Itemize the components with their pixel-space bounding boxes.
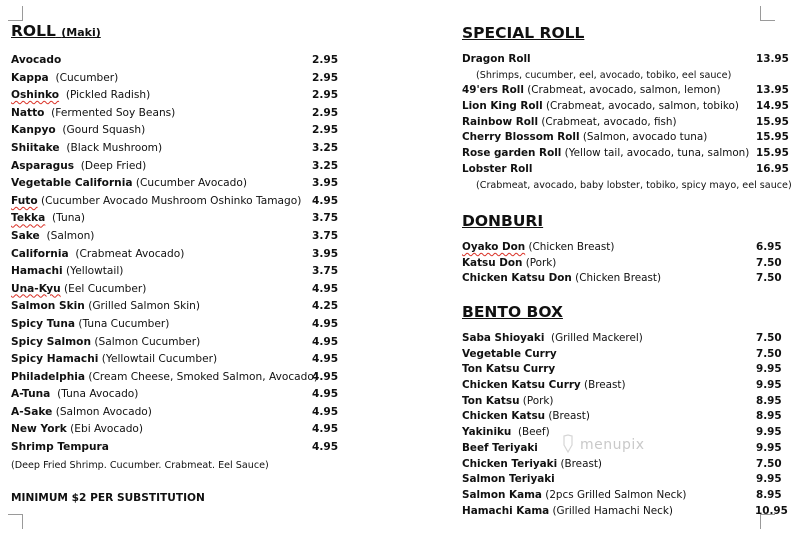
special-roll-item: Rainbow Roll (Crabmeat, avocado, fish) 15.95	[462, 115, 788, 131]
special-roll-item: Lion King Roll (Crabmeat, avocado, salmon, tobiko) 14.95	[462, 99, 788, 115]
price: 7.50	[756, 272, 782, 285]
roll-item: Shiitake (Black Mushroom)	[11, 141, 163, 154]
price: 15.95	[756, 147, 789, 160]
price: 4.95	[312, 317, 339, 330]
price: 7.50	[756, 256, 782, 269]
donburi-section	[462, 212, 788, 287]
lobster-roll-note: (Crabmeat, avocado, baby lobster, tobiko, spicy mayo, eel sauce)	[476, 179, 792, 191]
minimum-substitution-note: MINIMUM $2 PER SUBSTITUTION	[11, 492, 205, 504]
price: 9.95	[756, 441, 782, 454]
roll-item: Vegetable California (Cucumber Avocado)	[11, 177, 247, 190]
roll-prices	[11, 52, 341, 457]
price: 9.95	[756, 426, 782, 439]
price: 8.95	[756, 394, 782, 407]
price: 4.95	[312, 353, 339, 366]
price: 4.95	[312, 423, 339, 436]
price: 9.95	[756, 363, 782, 376]
special-roll-title: SPECIAL ROLL	[462, 24, 585, 42]
margin-corner-bottom-left	[8, 514, 23, 529]
price: 8.95	[756, 488, 782, 501]
roll-item: Avocado	[11, 54, 62, 66]
price: 7.50	[756, 457, 782, 470]
special-roll-item: Cherry Blossom Roll (Salmon, avocado tuna) 15.95	[462, 130, 788, 146]
price: 7.50	[756, 332, 782, 344]
roll-item: Philadelphia (Cream Cheese, Smoked Salmon, Avocado)	[11, 370, 319, 383]
roll-item: Shrimp Tempura	[11, 441, 109, 454]
price: 15.95	[756, 115, 789, 128]
roll-item: Salmon Skin (Grilled Salmon Skin)	[11, 300, 201, 313]
price: 4.95	[312, 282, 339, 295]
watermark-logo-icon	[561, 434, 575, 454]
bento-item: Vegetable Curry 7.50	[462, 347, 788, 363]
bento-item: Chicken Teriyaki (Breast) 7.50	[462, 457, 788, 473]
roll-title: ROLL	[11, 22, 56, 40]
price: 6.95	[756, 241, 782, 253]
roll-item: Una-Kyu (Eel Cucumber)	[11, 282, 147, 295]
price: 8.95	[756, 410, 782, 423]
margin-corner-top-right	[760, 6, 775, 21]
price: 2.95	[312, 124, 339, 137]
roll-heading	[11, 22, 341, 42]
bento-item: Beef Teriyaki 9.95	[462, 441, 788, 457]
price: 4.95	[312, 388, 339, 401]
roll-item: A-Sake (Salmon Avocado)	[11, 405, 152, 418]
watermark-text: menupix	[580, 437, 645, 453]
bento-item: Chicken Katsu (Breast) 8.95	[462, 409, 788, 425]
special-roll-item: Lobster Roll 16.95	[462, 162, 788, 178]
price: 4.95	[312, 370, 339, 383]
price: 3.95	[312, 247, 339, 260]
roll-item: Futo (Cucumber Avocado Mushroom Oshinko Tamago)	[11, 194, 302, 207]
price: 3.95	[312, 177, 339, 190]
bento-box-section	[462, 303, 788, 519]
price: 3.75	[312, 212, 339, 225]
donburi-title: DONBURI	[462, 212, 544, 230]
roll-item: A-Tuna (Tuna Avocado)	[11, 388, 139, 401]
special-roll-item: Dragon Roll 13.95	[462, 52, 788, 68]
price: 4.95	[312, 194, 339, 207]
roll-item: Sake (Salmon)	[11, 229, 95, 242]
roll-item: Spicy Salmon (Salmon Cucumber)	[11, 335, 201, 348]
price: 7.50	[756, 347, 782, 360]
price: 2.95	[312, 89, 339, 102]
donburi-item: Chicken Katsu Don (Chicken Breast) 7.50	[462, 271, 788, 287]
roll-item: Spicy Tuna (Tuna Cucumber)	[11, 317, 170, 330]
roll-item: Hamachi (Yellowtail)	[11, 265, 124, 278]
price: 3.75	[312, 265, 339, 278]
special-roll-item: 49'ers Roll (Crabmeat, avocado, salmon, lemon) 13.95	[462, 83, 788, 99]
roll-subtitle: (Maki)	[61, 26, 101, 39]
price: 9.95	[756, 473, 782, 486]
bento-item: Salmon Teriyaki 9.95	[462, 472, 788, 488]
price: 4.25	[312, 300, 339, 313]
bento-item: Salmon Kama (2pcs Grilled Salmon Neck) 8.95	[462, 488, 788, 504]
margin-corner-top-left	[8, 6, 23, 21]
price: 2.95	[312, 106, 339, 119]
price: 13.95	[756, 84, 789, 97]
special-roll-section	[462, 24, 792, 193]
price: 3.75	[312, 229, 339, 242]
roll-item: Natto (Fermented Soy Beans)	[11, 106, 176, 119]
bento-item: Chicken Katsu Curry (Breast) 9.95	[462, 378, 788, 394]
price: 15.95	[756, 131, 789, 144]
bento-item: Yakiniku (Beef) 9.95	[462, 425, 788, 441]
bento-item: Hamachi Kama (Grilled Hamachi Neck) 10.95	[462, 504, 788, 520]
price: 13.95	[756, 53, 789, 65]
price: 4.95	[312, 405, 339, 418]
roll-item: Spicy Hamachi (Yellowtail Cucumber)	[11, 353, 218, 366]
price: 10.95	[755, 504, 788, 517]
price: 2.95	[312, 71, 339, 84]
bento-item: Ton Katsu Curry 9.95	[462, 362, 788, 378]
donburi-item: Oyako Don (Chicken Breast) 6.95	[462, 240, 788, 256]
price: 2.95	[312, 54, 339, 66]
price: 4.95	[312, 441, 339, 454]
roll-item: Asparagus (Deep Fried)	[11, 159, 147, 172]
price: 4.95	[312, 335, 339, 348]
roll-item: New York (Ebi Avocado)	[11, 423, 144, 436]
bento-box-title: BENTO BOX	[462, 303, 563, 321]
price: 14.95	[756, 100, 789, 113]
roll-item: Kanpyo (Gourd Squash)	[11, 124, 146, 137]
bento-item: Saba Shioyaki (Grilled Mackerel) 7.50	[462, 331, 788, 347]
price: 9.95	[756, 379, 782, 392]
bento-item: Ton Katsu (Pork) 8.95	[462, 394, 788, 410]
donburi-item: Katsu Don (Pork) 7.50	[462, 256, 788, 272]
roll-item: Tekka (Tuna)	[11, 212, 86, 225]
shrimp-tempura-note: (Deep Fried Shrimp. Cucumber. Crabmeat. Eel Sauce)	[11, 459, 269, 471]
price: 3.25	[312, 159, 339, 172]
roll-item: California (Crabmeat Avocado)	[11, 247, 185, 260]
special-roll-item: Rose garden Roll (Yellow tail, avocado, tuna, salmon) 15.95	[462, 146, 788, 162]
dragon-roll-note: (Shrimps, cucumber, eel, avocado, tobiko, eel sauce)	[476, 69, 732, 81]
price: 16.95	[756, 162, 789, 175]
price: 3.25	[312, 141, 339, 154]
roll-item: Oshinko (Pickled Radish)	[11, 89, 151, 102]
roll-item: Kappa (Cucumber)	[11, 71, 119, 84]
